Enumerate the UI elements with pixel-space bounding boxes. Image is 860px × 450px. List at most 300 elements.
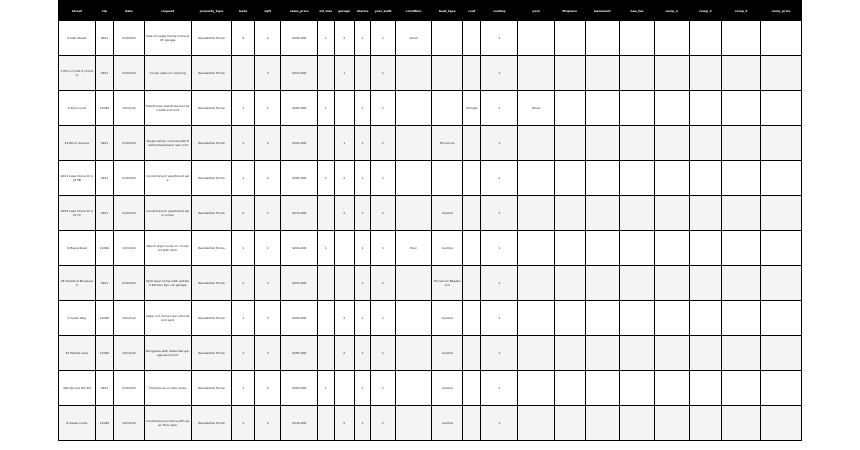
table-cell-garage[interactable] [334, 371, 354, 406]
table-cell-year-built[interactable] [371, 56, 395, 91]
column-header-request[interactable]: request [144, 1, 191, 21]
table-cell-property-type[interactable] [191, 371, 232, 406]
table-cell-garage[interactable] [334, 196, 354, 231]
table-cell-comp-2[interactable] [689, 56, 722, 91]
table-row[interactable] [59, 231, 802, 266]
table-cell-comp-1[interactable] [654, 91, 689, 126]
table-cell-sqft[interactable] [254, 126, 281, 161]
column-header-sales-price[interactable]: sales_price [281, 1, 318, 21]
table-cell-comp-price[interactable] [761, 21, 802, 56]
table-cell-cooling[interactable] [481, 371, 518, 406]
table-row[interactable] [59, 301, 802, 336]
table-cell-request[interactable] [144, 196, 191, 231]
table-cell-comp-1[interactable] [654, 336, 689, 371]
column-header-lot-size[interactable]: lot_size [318, 1, 334, 21]
table-cell-lot-size[interactable] [318, 91, 334, 126]
table-cell-property-type[interactable] [191, 406, 232, 441]
table-cell-sqft[interactable] [254, 91, 281, 126]
column-header-garage[interactable]: garage [334, 1, 354, 21]
table-cell-request[interactable] [144, 406, 191, 441]
table-cell-comp-3[interactable] [722, 371, 761, 406]
table-cell-date[interactable] [114, 336, 145, 371]
table-cell-lot-size[interactable] [318, 371, 334, 406]
table-cell-zip[interactable] [95, 406, 113, 441]
table-cell-fireplace[interactable] [554, 91, 585, 126]
table-cell-heat-type[interactable] [432, 336, 463, 371]
table-cell-request[interactable] [144, 301, 191, 336]
table-cell-property-type[interactable] [191, 21, 232, 56]
table-cell-comp-3[interactable] [722, 126, 761, 161]
column-header-street[interactable]: street [59, 1, 96, 21]
table-cell-condition[interactable] [395, 56, 432, 91]
column-header-comp-3[interactable]: comp_3 [722, 1, 761, 21]
table-cell-hoa-fee[interactable] [620, 91, 655, 126]
table-cell-street[interactable] [59, 371, 96, 406]
table-cell-pool[interactable] [518, 406, 555, 441]
table-cell-hoa-fee[interactable] [620, 231, 655, 266]
table-cell-request[interactable] [144, 126, 191, 161]
table-cell-comp-2[interactable] [689, 266, 722, 301]
table-cell-zip[interactable] [95, 161, 113, 196]
table-cell-comp-3[interactable] [722, 21, 761, 56]
table-cell-zip[interactable] [95, 91, 113, 126]
table-cell-sales-price[interactable] [281, 266, 318, 301]
table-cell-sqft[interactable] [254, 231, 281, 266]
table-cell-stories[interactable] [354, 301, 370, 336]
table-cell-comp-2[interactable] [689, 406, 722, 441]
table-cell-garage[interactable] [334, 266, 354, 301]
table-cell-comp-1[interactable] [654, 161, 689, 196]
table-cell-comp-1[interactable] [654, 196, 689, 231]
table-cell-sales-price[interactable] [281, 231, 318, 266]
table-cell-street[interactable] [59, 161, 96, 196]
table-cell-comp-2[interactable] [689, 21, 722, 56]
table-cell-zip[interactable] [95, 266, 113, 301]
table-cell-date[interactable] [114, 21, 145, 56]
table-cell-stories[interactable] [354, 126, 370, 161]
table-cell-sales-price[interactable] [281, 406, 318, 441]
table-cell-pool[interactable] [518, 91, 555, 126]
table-cell-basement[interactable] [585, 231, 620, 266]
table-cell-cooling[interactable] [481, 266, 518, 301]
table-cell-request[interactable] [144, 336, 191, 371]
table-cell-condition[interactable] [395, 231, 432, 266]
table-cell-hoa-fee[interactable] [620, 21, 655, 56]
table-cell-zip[interactable] [95, 336, 113, 371]
table-cell-date[interactable] [114, 91, 145, 126]
table-cell-comp-1[interactable] [654, 301, 689, 336]
table-cell-year-built[interactable] [371, 161, 395, 196]
table-cell-roof[interactable] [463, 406, 481, 441]
table-cell-street[interactable] [59, 91, 96, 126]
table-cell-fireplace[interactable] [554, 371, 585, 406]
table-cell-fireplace[interactable] [554, 301, 585, 336]
table-cell-basement[interactable] [585, 21, 620, 56]
table-cell-comp-price[interactable] [761, 231, 802, 266]
table-cell-pool[interactable] [518, 371, 555, 406]
table-cell-sqft[interactable] [254, 56, 281, 91]
table-cell-zip[interactable] [95, 56, 113, 91]
table-cell-comp-price[interactable] [761, 91, 802, 126]
table-cell-zip[interactable] [95, 196, 113, 231]
table-cell-basement[interactable] [585, 91, 620, 126]
table-cell-sales-price[interactable] [281, 371, 318, 406]
table-cell-stories[interactable] [354, 371, 370, 406]
table-cell-property-type[interactable] [191, 91, 232, 126]
table-cell-hoa-fee[interactable] [620, 126, 655, 161]
table-cell-date[interactable] [114, 371, 145, 406]
table-cell-year-built[interactable] [371, 196, 395, 231]
table-cell-comp-3[interactable] [722, 231, 761, 266]
table-cell-request[interactable] [144, 371, 191, 406]
table-cell-hoa-fee[interactable] [620, 371, 655, 406]
table-cell-lot-size[interactable] [318, 336, 334, 371]
table-cell-sales-price[interactable] [281, 161, 318, 196]
table-cell-comp-1[interactable] [654, 266, 689, 301]
table-cell-beds[interactable] [232, 301, 254, 336]
table-cell-roof[interactable] [463, 161, 481, 196]
table-cell-condition[interactable] [395, 126, 432, 161]
column-header-hoa-fee[interactable]: hoa_fee [620, 1, 655, 21]
table-cell-heat-type[interactable] [432, 371, 463, 406]
table-cell-cooling[interactable] [481, 126, 518, 161]
table-cell-sqft[interactable] [254, 196, 281, 231]
table-row[interactable] [59, 161, 802, 196]
table-cell-sales-price[interactable] [281, 56, 318, 91]
table-row[interactable] [59, 266, 802, 301]
table-cell-street[interactable] [59, 126, 96, 161]
table-cell-sqft[interactable] [254, 371, 281, 406]
table-cell-basement[interactable] [585, 336, 620, 371]
table-cell-lot-size[interactable] [318, 196, 334, 231]
table-cell-cooling[interactable] [481, 301, 518, 336]
table-cell-hoa-fee[interactable] [620, 336, 655, 371]
table-cell-year-built[interactable] [371, 371, 395, 406]
table-cell-beds[interactable] [232, 336, 254, 371]
table-cell-roof[interactable] [463, 91, 481, 126]
table-cell-stories[interactable] [354, 91, 370, 126]
table-cell-fireplace[interactable] [554, 21, 585, 56]
table-cell-fireplace[interactable] [554, 126, 585, 161]
table-cell-basement[interactable] [585, 56, 620, 91]
table-cell-heat-type[interactable] [432, 196, 463, 231]
table-cell-lot-size[interactable] [318, 126, 334, 161]
table-cell-date[interactable] [114, 301, 145, 336]
table-cell-heat-type[interactable] [432, 91, 463, 126]
table-cell-sales-price[interactable] [281, 21, 318, 56]
table-cell-lot-size[interactable] [318, 406, 334, 441]
table-cell-sqft[interactable] [254, 336, 281, 371]
table-cell-condition[interactable] [395, 301, 432, 336]
table-cell-hoa-fee[interactable] [620, 56, 655, 91]
table-cell-comp-price[interactable] [761, 161, 802, 196]
table-cell-fireplace[interactable] [554, 56, 585, 91]
column-header-fireplace[interactable]: fireplace [554, 1, 585, 21]
table-cell-condition[interactable] [395, 161, 432, 196]
table-cell-condition[interactable] [395, 21, 432, 56]
table-cell-comp-2[interactable] [689, 371, 722, 406]
table-cell-stories[interactable] [354, 56, 370, 91]
table-cell-zip[interactable] [95, 21, 113, 56]
column-header-date[interactable]: date [114, 1, 145, 21]
table-cell-date[interactable] [114, 196, 145, 231]
table-cell-beds[interactable] [232, 21, 254, 56]
table-cell-pool[interactable] [518, 196, 555, 231]
table-cell-comp-price[interactable] [761, 301, 802, 336]
table-cell-street[interactable] [59, 231, 96, 266]
table-cell-condition[interactable] [395, 266, 432, 301]
table-cell-sales-price[interactable] [281, 336, 318, 371]
table-cell-beds[interactable] [232, 266, 254, 301]
table-cell-pool[interactable] [518, 266, 555, 301]
table-cell-fireplace[interactable] [554, 336, 585, 371]
table-cell-cooling[interactable] [481, 336, 518, 371]
table-cell-comp-3[interactable] [722, 336, 761, 371]
table-cell-fireplace[interactable] [554, 231, 585, 266]
table-row[interactable] [59, 336, 802, 371]
table-cell-comp-1[interactable] [654, 406, 689, 441]
table-cell-condition[interactable] [395, 371, 432, 406]
table-cell-heat-type[interactable] [432, 266, 463, 301]
table-cell-street[interactable] [59, 266, 96, 301]
table-cell-comp-price[interactable] [761, 406, 802, 441]
table-cell-year-built[interactable] [371, 336, 395, 371]
table-cell-street[interactable] [59, 301, 96, 336]
table-cell-condition[interactable] [395, 406, 432, 441]
table-cell-property-type[interactable] [191, 161, 232, 196]
table-cell-street[interactable] [59, 336, 96, 371]
table-cell-lot-size[interactable] [318, 21, 334, 56]
table-cell-comp-3[interactable] [722, 301, 761, 336]
table-cell-basement[interactable] [585, 371, 620, 406]
table-cell-hoa-fee[interactable] [620, 196, 655, 231]
table-cell-date[interactable] [114, 126, 145, 161]
table-cell-beds[interactable] [232, 91, 254, 126]
table-cell-roof[interactable] [463, 231, 481, 266]
table-cell-sqft[interactable] [254, 161, 281, 196]
table-cell-year-built[interactable] [371, 301, 395, 336]
table-cell-beds[interactable] [232, 231, 254, 266]
table-cell-cooling[interactable] [481, 231, 518, 266]
table-cell-year-built[interactable] [371, 91, 395, 126]
column-header-stories[interactable]: stories [354, 1, 370, 21]
table-cell-comp-price[interactable] [761, 196, 802, 231]
table-cell-hoa-fee[interactable] [620, 161, 655, 196]
table-cell-pool[interactable] [518, 336, 555, 371]
table-cell-basement[interactable] [585, 406, 620, 441]
table-cell-roof[interactable] [463, 266, 481, 301]
table-cell-lot-size[interactable] [318, 231, 334, 266]
table-cell-comp-3[interactable] [722, 56, 761, 91]
table-cell-condition[interactable] [395, 196, 432, 231]
table-cell-sqft[interactable] [254, 266, 281, 301]
table-cell-property-type[interactable] [191, 126, 232, 161]
table-cell-cooling[interactable] [481, 56, 518, 91]
table-cell-comp-price[interactable] [761, 371, 802, 406]
table-cell-pool[interactable] [518, 231, 555, 266]
table-cell-stories[interactable] [354, 196, 370, 231]
table-row[interactable] [59, 196, 802, 231]
table-cell-garage[interactable] [334, 56, 354, 91]
table-cell-comp-3[interactable] [722, 91, 761, 126]
table-cell-fireplace[interactable] [554, 161, 585, 196]
table-cell-garage[interactable] [334, 161, 354, 196]
table-cell-roof[interactable] [463, 301, 481, 336]
table-cell-zip[interactable] [95, 301, 113, 336]
column-header-property-type[interactable]: property_type [191, 1, 232, 21]
table-cell-pool[interactable] [518, 126, 555, 161]
table-cell-zip[interactable] [95, 126, 113, 161]
table-cell-comp-price[interactable] [761, 126, 802, 161]
table-cell-hoa-fee[interactable] [620, 406, 655, 441]
table-cell-beds[interactable] [232, 126, 254, 161]
table-cell-comp-1[interactable] [654, 126, 689, 161]
column-header-zip[interactable]: zip [95, 1, 113, 21]
table-cell-hoa-fee[interactable] [620, 266, 655, 301]
column-header-beds[interactable]: beds [232, 1, 254, 21]
table-cell-comp-1[interactable] [654, 56, 689, 91]
table-cell-street[interactable] [59, 406, 96, 441]
table-cell-cooling[interactable] [481, 196, 518, 231]
table-cell-year-built[interactable] [371, 21, 395, 56]
table-cell-year-built[interactable] [371, 231, 395, 266]
table-cell-roof[interactable] [463, 126, 481, 161]
table-cell-zip[interactable] [95, 371, 113, 406]
table-cell-heat-type[interactable] [432, 56, 463, 91]
column-header-comp-price[interactable]: comp_price [761, 1, 802, 21]
table-cell-comp-2[interactable] [689, 126, 722, 161]
table-cell-heat-type[interactable] [432, 301, 463, 336]
table-cell-stories[interactable] [354, 336, 370, 371]
table-cell-comp-1[interactable] [654, 21, 689, 56]
table-cell-pool[interactable] [518, 301, 555, 336]
table-cell-garage[interactable] [334, 301, 354, 336]
column-header-comp-2[interactable]: comp_2 [689, 1, 722, 21]
table-cell-property-type[interactable] [191, 231, 232, 266]
table-cell-sales-price[interactable] [281, 196, 318, 231]
table-cell-comp-price[interactable] [761, 336, 802, 371]
table-cell-heat-type[interactable] [432, 21, 463, 56]
table-cell-comp-1[interactable] [654, 231, 689, 266]
table-cell-garage[interactable] [334, 126, 354, 161]
table-cell-basement[interactable] [585, 301, 620, 336]
table-cell-basement[interactable] [585, 266, 620, 301]
table-row[interactable] [59, 91, 802, 126]
table-cell-stories[interactable] [354, 266, 370, 301]
table-cell-comp-3[interactable] [722, 161, 761, 196]
table-cell-date[interactable] [114, 56, 145, 91]
table-cell-request[interactable] [144, 56, 191, 91]
table-cell-sales-price[interactable] [281, 126, 318, 161]
table-cell-property-type[interactable] [191, 301, 232, 336]
table-cell-property-type[interactable] [191, 196, 232, 231]
table-cell-cooling[interactable] [481, 406, 518, 441]
table-cell-sqft[interactable] [254, 21, 281, 56]
table-cell-heat-type[interactable] [432, 126, 463, 161]
table-cell-comp-2[interactable] [689, 196, 722, 231]
table-cell-pool[interactable] [518, 56, 555, 91]
table-cell-stories[interactable] [354, 406, 370, 441]
table-cell-garage[interactable] [334, 231, 354, 266]
table-row[interactable] [59, 21, 802, 56]
table-cell-sqft[interactable] [254, 406, 281, 441]
table-cell-garage[interactable] [334, 91, 354, 126]
table-cell-sqft[interactable] [254, 301, 281, 336]
table-cell-fireplace[interactable] [554, 266, 585, 301]
table-cell-request[interactable] [144, 21, 191, 56]
table-cell-cooling[interactable] [481, 91, 518, 126]
table-cell-garage[interactable] [334, 406, 354, 441]
table-cell-date[interactable] [114, 161, 145, 196]
table-cell-year-built[interactable] [371, 266, 395, 301]
table-cell-roof[interactable] [463, 21, 481, 56]
table-cell-sales-price[interactable] [281, 91, 318, 126]
table-cell-roof[interactable] [463, 196, 481, 231]
table-cell-comp-2[interactable] [689, 161, 722, 196]
table-cell-lot-size[interactable] [318, 301, 334, 336]
table-cell-garage[interactable] [334, 336, 354, 371]
table-cell-request[interactable] [144, 161, 191, 196]
table-cell-year-built[interactable] [371, 126, 395, 161]
table-cell-year-built[interactable] [371, 406, 395, 441]
table-cell-comp-price[interactable] [761, 266, 802, 301]
table-cell-request[interactable] [144, 266, 191, 301]
table-cell-pool[interactable] [518, 161, 555, 196]
table-cell-lot-size[interactable] [318, 161, 334, 196]
table-cell-cooling[interactable] [481, 161, 518, 196]
table-cell-street[interactable] [59, 21, 96, 56]
table-cell-street[interactable] [59, 196, 96, 231]
column-header-comp-1[interactable]: comp_1 [654, 1, 689, 21]
table-cell-comp-3[interactable] [722, 266, 761, 301]
table-cell-roof[interactable] [463, 336, 481, 371]
table-cell-comp-3[interactable] [722, 406, 761, 441]
table-cell-property-type[interactable] [191, 56, 232, 91]
table-cell-beds[interactable] [232, 406, 254, 441]
table-row[interactable] [59, 406, 802, 441]
table-cell-heat-type[interactable] [432, 231, 463, 266]
table-cell-sales-price[interactable] [281, 301, 318, 336]
table-cell-request[interactable] [144, 91, 191, 126]
table-cell-comp-2[interactable] [689, 336, 722, 371]
column-header-basement[interactable]: basement [585, 1, 620, 21]
column-header-cooling[interactable]: cooling [481, 1, 518, 21]
table-row[interactable] [59, 371, 802, 406]
column-header-sqft[interactable]: sqft [254, 1, 281, 21]
table-cell-stories[interactable] [354, 161, 370, 196]
column-header-condition[interactable]: condition [395, 1, 432, 21]
column-header-year-built[interactable]: year_built [371, 1, 395, 21]
table-cell-street[interactable] [59, 56, 96, 91]
table-cell-basement[interactable] [585, 196, 620, 231]
table-cell-pool[interactable] [518, 21, 555, 56]
table-cell-condition[interactable] [395, 91, 432, 126]
table-cell-roof[interactable] [463, 56, 481, 91]
table-cell-comp-3[interactable] [722, 196, 761, 231]
table-cell-roof[interactable] [463, 371, 481, 406]
column-header-roof[interactable]: roof [463, 1, 481, 21]
table-row[interactable] [59, 56, 802, 91]
table-cell-comp-2[interactable] [689, 91, 722, 126]
table-cell-property-type[interactable] [191, 336, 232, 371]
table-cell-basement[interactable] [585, 126, 620, 161]
table-cell-date[interactable] [114, 406, 145, 441]
table-cell-request[interactable] [144, 231, 191, 266]
table-cell-comp-1[interactable] [654, 371, 689, 406]
table-cell-cooling[interactable] [481, 21, 518, 56]
table-cell-heat-type[interactable] [432, 161, 463, 196]
table-cell-comp-2[interactable] [689, 231, 722, 266]
